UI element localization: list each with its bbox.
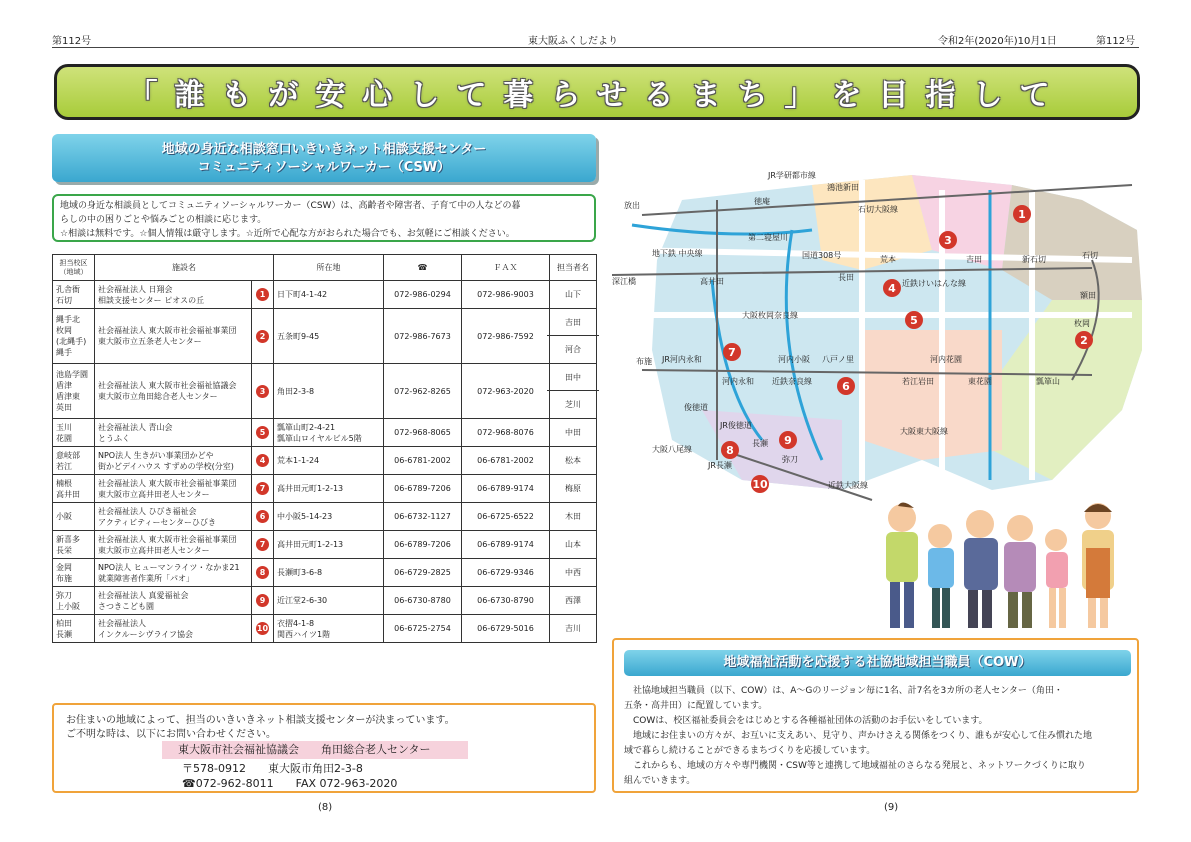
cow-text: 五条・高井田）に配置しています。: [624, 701, 768, 711]
cow-title: 地域福祉活動を応援する社協地域担当職員（COW）: [624, 650, 1131, 676]
location-marker: 1: [256, 288, 269, 301]
intro-line: ☆相談は無料です。☆個人情報は厳守します。☆近所で心配な方がおられた場合でも、お気軽にご相談ください。: [60, 229, 515, 239]
map-label: 放出: [624, 201, 640, 210]
cell-num: [252, 309, 274, 364]
cow-para: [624, 759, 1134, 789]
cell-fname: 社会福祉法人 東大阪市社会福祉協議会 東大阪市立角田総合老人センター: [95, 364, 252, 419]
table-row: [53, 587, 597, 615]
map-marker-label: 3: [944, 234, 952, 247]
table-row: [53, 503, 597, 531]
cell-tel: 06-6789-7206: [384, 475, 462, 503]
contact-line1: お住まいの地域によって、担当のいきいきネット相談支援センターが決まっています。: [66, 715, 455, 726]
person-figure: [886, 502, 918, 628]
person-figure: [928, 524, 954, 628]
cell-num: [252, 587, 274, 615]
cow-text: 組んでいきます。: [624, 776, 696, 786]
cell-staff: 松本: [550, 447, 597, 475]
csw-title-line1: 地域の身近な相談窓口いきいきネット相談支援センター: [161, 142, 487, 157]
cell-fname: 社会福祉法人 青山会 とうふく: [95, 419, 252, 447]
map-label: 高井田: [700, 277, 724, 286]
cell-fname: 社会福祉法人 東大阪市社会福祉事業団 東大阪市立高井田老人センター: [95, 531, 252, 559]
main-banner: [54, 64, 1140, 120]
location-marker: 7: [256, 482, 269, 495]
cell-fax: 072-986-7592: [462, 309, 550, 364]
cell-fax: 06-6789-9174: [462, 475, 550, 503]
cow-text: 社協地域担当職員（以下、COW）は、A～Gのリージョン毎に1名、計7名を3カ所の老人センター（角田・: [633, 686, 1063, 696]
location-marker: 6: [256, 510, 269, 523]
table-row: [53, 364, 597, 419]
cell-area: 意岐部 若江: [53, 447, 95, 475]
issue-date: 令和2年(2020年)10月1日: [938, 36, 1057, 47]
map-label: 俊徳道: [684, 403, 708, 412]
cell-fax: 06-6730-8790: [462, 587, 550, 615]
cell-addr: 荒本1-1-24: [274, 447, 384, 475]
cell-addr: 長瀬町3-6-8: [274, 559, 384, 587]
cell-staff: 山下: [550, 281, 597, 309]
issue-number-right: 第112号: [1096, 36, 1136, 47]
person-figure: [1045, 529, 1068, 628]
cell-fax: 072-986-9003: [462, 281, 550, 309]
map-label: 河内花園: [930, 355, 962, 364]
csw-title: [52, 134, 596, 182]
map-marker-label: 6: [842, 380, 850, 393]
map-label: 第二寝屋川: [748, 233, 788, 242]
cell-tel: 06-6732-1127: [384, 503, 462, 531]
facility-table: [52, 254, 597, 643]
cell-tel: 072-986-0294: [384, 281, 462, 309]
map-label: 深江橋: [612, 277, 636, 286]
cell-num: [252, 419, 274, 447]
map-region-f: [862, 330, 1002, 460]
map-label: 新石切: [1022, 255, 1046, 264]
map-label: 河内小阪: [778, 355, 810, 364]
cell-tel: 06-6725-2754: [384, 615, 462, 643]
contact-box: [52, 703, 596, 793]
table-row: [53, 281, 597, 309]
table-row: [53, 559, 597, 587]
cow-text: 地域にお住まいの方々が、お互いに支えあい、見守り、声かけさえる関係をつくり、誰もが安心して住み慣れた地: [633, 731, 1093, 741]
cell-fname: 社会福祉法人 東大阪市社会福祉事業団 東大阪市立五条老人センター: [95, 309, 252, 364]
cell-fax: 06-6781-2002: [462, 447, 550, 475]
cell-addr: 日下町4-1-42: [274, 281, 384, 309]
table-row: [53, 447, 597, 475]
paper-name: 東大阪ふくしだより: [528, 36, 618, 47]
cell-area: 池島学園 盾津 盾津東 英田: [53, 364, 95, 419]
cell-staff: 中西: [550, 559, 597, 587]
map-label: 弥刀: [782, 455, 798, 464]
cell-num: [252, 531, 274, 559]
cow-text: これからも、地域の方々や専門機関・CSW等と連携して地域福祉のさらなる発展と、ネットワークづくりに取り: [633, 761, 1086, 771]
cell-area: 新喜多 長栄: [53, 531, 95, 559]
map-label: 鴻池新田: [827, 183, 859, 192]
cell-staff: 木田: [550, 503, 597, 531]
table-row: [53, 531, 597, 559]
cell-addr: 中小阪5-14-23: [274, 503, 384, 531]
cell-addr: 衣摺4-1-8 関西ハイツ1階: [274, 615, 384, 643]
map-label: 石切: [1082, 251, 1098, 260]
location-marker: 2: [256, 330, 269, 343]
cell-fax: 072-968-8076: [462, 419, 550, 447]
cell-num: [252, 364, 274, 419]
cell-fax: 06-6729-9346: [462, 559, 550, 587]
staff-name: 芝川: [565, 400, 581, 409]
map-label: JR俊徳道: [720, 421, 752, 430]
header-staff: 担当者名: [550, 255, 597, 281]
cell-fname: 社会福祉法人 インクルーシヴライフ協会: [95, 615, 252, 643]
map-label: 瓢箪山: [1036, 377, 1060, 386]
map-label: 枚岡: [1074, 319, 1090, 328]
cell-addr: 角田2-3-8: [274, 364, 384, 419]
map-label: 河内永和: [722, 377, 754, 386]
cell-fname: 社会福祉法人 真愛福祉会 さつきこども園: [95, 587, 252, 615]
cell-fname: NPO法人 ヒューマンライツ・なかま21 就業障害者作業所「パオ」: [95, 559, 252, 587]
cell-area: 楠根 高井田: [53, 475, 95, 503]
cow-para: COWは、校区福祉委員会をはじめとする各種福祉団体の活動のお手伝いをしています。: [633, 716, 988, 726]
map-label: 大阪東大阪線: [900, 427, 948, 436]
header-fax: ＦＡＸ: [462, 255, 550, 281]
cell-area: 金岡 布施: [53, 559, 95, 587]
cow-para: [624, 729, 1134, 759]
cell-addr: 高井田元町1-2-13: [274, 475, 384, 503]
map-label: 大阪枚岡奈良線: [742, 311, 798, 320]
cell-staff: 西澤: [550, 587, 597, 615]
table-row: [53, 615, 597, 643]
contact-line2: ご不明な時は、以下にお問い合わせください。: [66, 729, 276, 740]
cell-staff: 中田: [550, 419, 597, 447]
person-figure: [1082, 503, 1114, 628]
cell-staff: 吉川: [550, 615, 597, 643]
cell-num: [252, 475, 274, 503]
cell-fname: 社会福祉法人 日翔会 相談支援センター ピオスの丘: [95, 281, 252, 309]
cell-area: 小阪: [53, 503, 95, 531]
area-map: [612, 150, 1142, 510]
map-label: 徳庵: [754, 197, 770, 206]
map-label: 東花園: [968, 377, 992, 386]
cell-tel: 06-6730-8780: [384, 587, 462, 615]
location-marker: 8: [256, 566, 269, 579]
cell-addr: 高井田元町1-2-13: [274, 531, 384, 559]
map-label: 荒本: [880, 255, 896, 264]
cell-area: 玉川 花園: [53, 419, 95, 447]
header-rule: [52, 47, 1139, 48]
contact-org: 東大阪市社会福祉協議会 角田総合老人センター: [162, 741, 468, 759]
cell-fname: 社会福祉法人 ひびき福祉会 アクティビティーセンターひびき: [95, 503, 252, 531]
staff-name: 河合: [565, 345, 581, 354]
cell-area: 弥刀 上小阪: [53, 587, 95, 615]
map-marker-label: 10: [752, 478, 768, 491]
cell-staff: 梅原: [550, 475, 597, 503]
cell-num: [252, 281, 274, 309]
map-label: 国道308号: [802, 251, 842, 260]
staff-name: 吉田: [547, 309, 599, 336]
table-header-row: [53, 255, 597, 281]
cell-tel: 06-6789-7206: [384, 531, 462, 559]
map-marker-label: 1: [1018, 208, 1026, 221]
cell-addr: 五条町9-45: [274, 309, 384, 364]
map-label: 額田: [1080, 291, 1096, 300]
header-tel: ☎: [384, 255, 462, 281]
cell-staff: 山本: [550, 531, 597, 559]
issue-number-left: 第112号: [52, 36, 92, 47]
cell-num: [252, 447, 274, 475]
header-name: 施設名: [95, 255, 274, 281]
table-row: [53, 309, 597, 364]
map-label: JR学研都市線: [768, 171, 816, 180]
cell-addr: 近江堂2-6-30: [274, 587, 384, 615]
map-label: 近鉄けいはんな線: [902, 279, 966, 288]
page-number-right: (9): [884, 802, 899, 813]
cell-area: 孔舎衙 石切: [53, 281, 95, 309]
map-marker-label: 8: [726, 444, 734, 457]
banner-text: 「誰もが安心して暮らせるまち」を目指して: [127, 78, 1067, 113]
map-label: 近鉄奈良線: [772, 377, 812, 386]
table-row: [53, 475, 597, 503]
cell-staff: [550, 364, 597, 419]
map-marker-label: 9: [784, 434, 792, 447]
cell-fax: 06-6789-9174: [462, 531, 550, 559]
cell-tel: 072-968-8065: [384, 419, 462, 447]
cell-num: [252, 559, 274, 587]
map-label: 八戸ノ里: [822, 355, 854, 364]
map-marker-label: 7: [728, 346, 736, 359]
map-marker-label: 2: [1080, 334, 1088, 347]
csw-title-line2: コミュニティソーシャルワーカー（CSW）: [197, 160, 451, 175]
cow-section: [612, 638, 1139, 793]
map-label: 長田: [838, 273, 854, 282]
location-marker: 3: [256, 385, 269, 398]
map-label: 地下鉄 中央線: [652, 249, 703, 258]
location-marker: 4: [256, 454, 269, 467]
map-label: 吉田: [966, 255, 982, 264]
cell-fax: 06-6725-6522: [462, 503, 550, 531]
person-figure: [1004, 515, 1036, 628]
cow-body: [624, 684, 1134, 789]
map-label: JR長瀬: [708, 461, 732, 470]
page-number-left: (8): [318, 802, 333, 813]
csw-intro: [52, 194, 596, 242]
cell-num: [252, 615, 274, 643]
map-label: 近鉄大阪線: [828, 481, 868, 490]
contact-postal: 〒578-0912 東大阪市角田2-3-8: [182, 762, 363, 775]
intro-line: 地域の身近な相談員としてコミュニティソーシャルワーカー（CSW）は、高齢者や障害者、子育て中の人などの暮: [60, 201, 521, 211]
staff-name: 田中: [547, 364, 599, 391]
map-marker-label: 5: [910, 314, 918, 327]
map-label: 石切大阪線: [858, 205, 898, 214]
header-area: 担当校区（地域）: [53, 255, 95, 281]
map-marker-label: 4: [888, 282, 896, 295]
cell-tel: 072-962-8265: [384, 364, 462, 419]
cell-fax: 072-963-2020: [462, 364, 550, 419]
cell-fax: 06-6729-5016: [462, 615, 550, 643]
intro-line: らしの中の困りごとや悩みごとの相談に応じます。: [60, 215, 267, 225]
location-marker: 10: [256, 624, 269, 633]
cell-tel: 072-986-7673: [384, 309, 462, 364]
cow-para: [624, 684, 1134, 714]
cell-staff: [550, 309, 597, 364]
map-label: 長瀬: [752, 439, 768, 448]
page-header: [0, 0, 1191, 48]
map-label: 布施: [636, 357, 652, 366]
location-marker: 9: [256, 594, 269, 607]
map-label: JR河内永和: [662, 355, 702, 364]
cell-area: 縄手北 枚岡 (北縄手) 縄手: [53, 309, 95, 364]
map-label: 若江岩田: [902, 377, 934, 386]
cell-area: 柏田 長瀬: [53, 615, 95, 643]
cell-addr: 瓢箪山町2-4-21 瓢箪山ロイヤルビル5階: [274, 419, 384, 447]
family-illustration: [878, 488, 1128, 630]
location-marker: 7: [256, 538, 269, 551]
cell-tel: 06-6781-2002: [384, 447, 462, 475]
cow-text: 域で暮らし続けることができるまちづくりを応援しています。: [624, 746, 876, 756]
location-marker: 5: [256, 426, 269, 439]
contact-phone: ☎072-962-8011 FAX 072-963-2020: [182, 777, 398, 790]
cell-tel: 06-6729-2825: [384, 559, 462, 587]
cell-num: [252, 503, 274, 531]
cell-fname: 社会福祉法人 東大阪市社会福祉事業団 東大阪市立高井田老人センター: [95, 475, 252, 503]
cell-fname: NPO法人 生きがい事業団かどや 街かどデイハウス すずめの学校(分室): [95, 447, 252, 475]
person-figure: [964, 510, 998, 628]
header-address: 所在地: [274, 255, 384, 281]
table-row: [53, 419, 597, 447]
map-label: 大阪八尾線: [652, 445, 692, 454]
